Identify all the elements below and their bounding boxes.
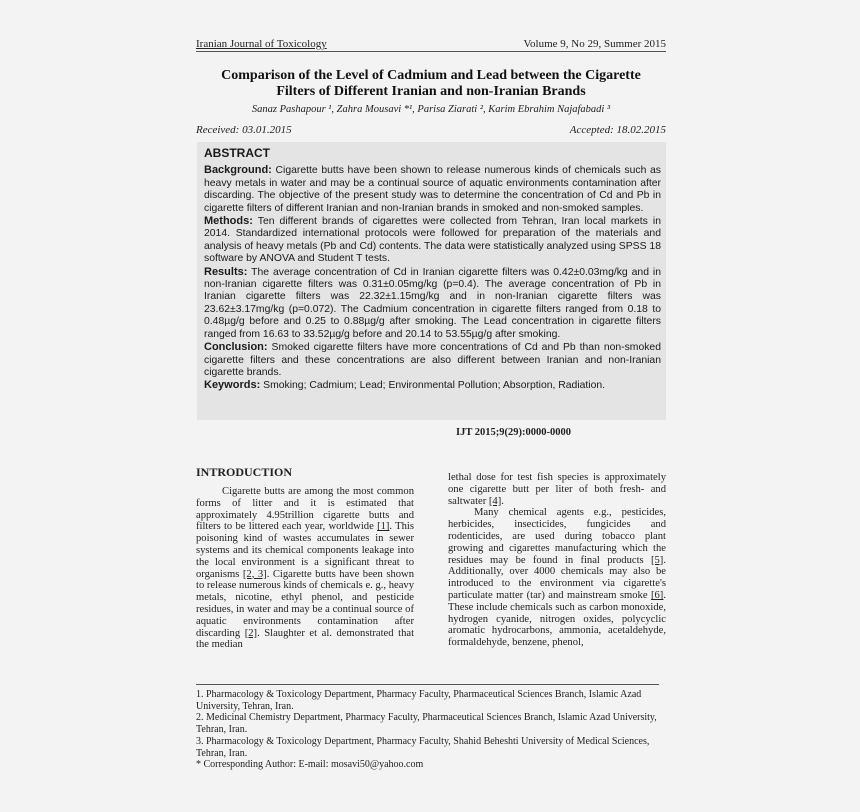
- conclusion-text: Smoked cigarette filters have more concentrations of Cd and Pb than non-smoked cigarette filters and these concentrations are also different between Iranian and non-Iranian cigarette brands.: [204, 342, 661, 378]
- methods-text: Ten different brands of cigarettes were collected from Tehran, Iran local markets in 2014. Standardized international protocols were followed for preparation of the materials and analysis of heavy metals (Pb and Cd) contents. The data were statistically analyzed using SPSS 18 software by ANOVA and Student T tests.: [204, 216, 661, 265]
- body-column-left: [196, 486, 414, 651]
- abstract-methods: [204, 215, 661, 266]
- background-label: Background:: [204, 164, 272, 177]
- journal-name: Iranian Journal of Toxicology: [196, 38, 327, 50]
- footnote-1: 1. Pharmacology & Toxicology Department, Pharmacy Faculty, Pharmaceutical Sciences Branch, Islamic Azad University, Tehran, Iran.: [196, 689, 642, 712]
- footnote-divider: [196, 684, 659, 685]
- results-label: Results:: [204, 265, 248, 278]
- intro-paragraph-continued: [448, 472, 666, 507]
- intro-paragraph-1: [196, 486, 414, 651]
- abstract-keywords: [204, 379, 661, 392]
- received-date: Received: 03.01.2015: [196, 124, 292, 136]
- text-run: . Slaughter et al. demonstrated that the median: [196, 627, 415, 651]
- footnote-3: 3. Pharmacology & Toxicology Department, Pharmacy Faculty, Shahid Beheshti University of Medical Sciences, Tehran, Iran.: [196, 735, 650, 759]
- abstract-results: [204, 266, 661, 341]
- text-run: Cigarette butts are among the most common forms of litter and it is estimated that approximately 4.95trillion cigarette butts and filters to be littered each year, worldwide: [196, 486, 414, 533]
- results-text: The average concentration of Cd in Iranian cigarette filters was 0.42±0.03mg/kg and in non-Iranian cigarette filters was 0.31±0.05mg/kg (p=0.4). The average concentration of Pb in Iranian cigarette filters was 22.32±1.15mg/kg and in non-Iranian cigarette filters was 23.62±3.17mg/kg (p=0.072). The Cadmium concentration in cigarette filters ranged from 0.18 to 0.48µg/g before and 0.25 to 0.88µg/g after smoking. The Lead concentration in cigarette filters ranged from 16.63 to 33.52µg/g before and 20.14 to 53.55µg/g after smoking.: [204, 266, 661, 340]
- keywords-label: Keywords:: [204, 379, 261, 392]
- text-run: . Additionally, over 4000 chemicals may also be introduced to the environment via cigarette's particulate matter (tar) and mainstream smoke: [448, 554, 666, 601]
- footnotes: [196, 689, 666, 771]
- text-run: lethal dose for test fish species is approximately one cigarette butt per liter of both fresh- and saltwater: [448, 472, 666, 507]
- text-run: . These include chemicals such as carbon monoxide, hydrogen cyanide, nitrogen oxides, polycyclic aromatic hydrocarbons, ammonia, acetaldehyde, formaldehyde, benzene, phenol,: [448, 589, 666, 649]
- background-text: Cigarette butts have been shown to release numerous kinds of chemicals such as heavy metals in water and may be a continual source of aquatic environments contamination after discarding. The objective of the present study was to determine the concentration of Cd and Pb in cigarette filters of different Iranian and non-Iranian brands in smoked and non-smoked samples.: [204, 165, 661, 214]
- reference-link[interactable]: [1]: [377, 521, 390, 533]
- introduction-heading: INTRODUCTION: [196, 465, 293, 479]
- citation-line: IJT 2015;9(29):0000-0000: [456, 427, 572, 438]
- intro-paragraph-2: [448, 507, 666, 649]
- abstract-background: [204, 164, 661, 215]
- title-line-2: Filters of Different Iranian and non-Iranian Brands: [276, 84, 586, 99]
- text-run: . This poisoning kind of wastes accumulates in sewer systems and its chemical components leakage into the local environment is a significant threat to organisms: [196, 521, 414, 580]
- title-line-1: Comparison of the Level of Cadmium and Lead between the Cigarette: [221, 68, 641, 83]
- volume-info: Volume 9, No 29, Summer 2015: [523, 38, 666, 50]
- reference-link[interactable]: [2, 3]: [242, 568, 267, 580]
- reference-link[interactable]: [5]: [650, 554, 664, 566]
- text-run: Many chemical agents e.g., pesticides, herbicides, insecticides, fungicides and rodenticides, are used during tobacco plant growing and cigarettes manufacturing which the residues may be found in final products: [448, 507, 666, 566]
- author-list: Sanaz Pashapour ¹, Zahra Mousavi *¹, Parisa Ziarati ², Karim Ebrahim Najafabadi ³: [251, 104, 611, 115]
- abstract-heading: ABSTRACT: [204, 146, 270, 160]
- header-divider: [196, 51, 666, 52]
- reference-link[interactable]: [2]: [244, 627, 258, 639]
- keywords-text: Smoking; Cadmium; Lead; Environmental Pollution; Absorption, Radiation.: [260, 380, 606, 392]
- abstract: [204, 147, 661, 393]
- paper-title: [196, 68, 666, 100]
- reference-link[interactable]: [4]: [488, 495, 502, 507]
- text-run: . Cigarette butts have been shown to release numerous kinds of chemicals e. g., heavy metals, nicotine, ethyl phenol, and pesticide residues, in water and may be a continual source of aquatic environments contamination after discarding: [196, 568, 414, 639]
- conclusion-label: Conclusion:: [204, 341, 268, 354]
- reference-link[interactable]: [6]: [650, 589, 664, 601]
- footnote-corresponding: * Corresponding Author: E-mail: mosavi50@yahoo.com: [196, 759, 424, 771]
- footnote-2: 2. Medicinal Chemistry Department, Pharmacy Faculty, Pharmaceutical Sciences Branch, Islamic Azad University, Tehran, Iran.: [196, 712, 657, 736]
- body-column-right: [448, 472, 666, 649]
- methods-label: Methods:: [204, 215, 253, 228]
- text-run: .: [501, 495, 504, 507]
- abstract-conclusion: [204, 341, 661, 379]
- accepted-date: Accepted: 18.02.2015: [569, 124, 666, 136]
